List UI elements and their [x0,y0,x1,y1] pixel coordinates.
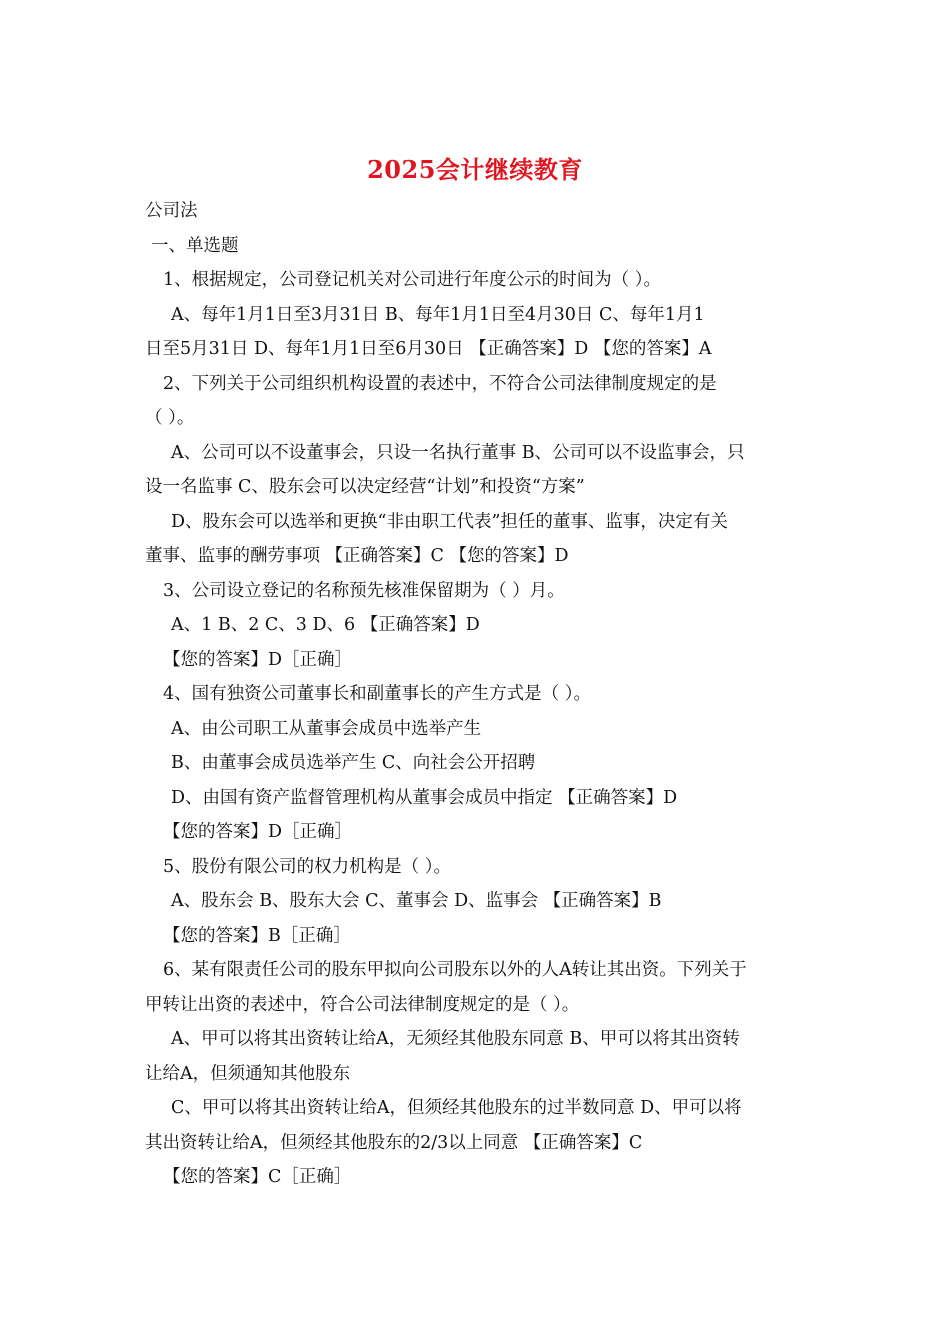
question-1-options-cont: 日至5月31日 D、每年1月1日至6月30日 【正确答案】D 【您的答案】A [145,339,712,359]
question-3: 3、公司设立登记的名称预先核准保留期为（ ）月。 [163,580,565,601]
question-4-your-answer: 【您的答案】D［正确］ [163,822,353,842]
question-4: 4、国有独资公司董事长和副董事长的产生方式是（ ）。 [163,684,591,704]
document-body [145,194,805,1195]
question-1: 1、根据规定，公司登记机关对公司进行年度公示的时间为（ ）。 [163,270,661,290]
question-1-options: A、每年1月1日至3月31日 B、每年1月1日至4月30日 C、每年1月1 [171,304,705,325]
section-heading: 公司法 [145,201,198,221]
question-6-options-ab-cont: 让给A，但须通知其他股东 [145,1063,351,1084]
question-5-options: A、股东会 B、股东大会 C、董事会 D、监事会 【正确答案】B [171,891,662,911]
part-heading: 一、单选题 [151,235,239,256]
page-title: 2025会计继续教育 [367,155,583,184]
question-2-option-d-cont: 董事、监事的酬劳事项 【正确答案】C 【您的答案】D [145,546,569,566]
question-2: 2、下列关于公司组织机构设置的表述中，不符合公司法律制度规定的是 [163,373,717,394]
question-4-options-bc: B、由董事会成员选举产生 C、向社会公开招聘 [171,753,536,773]
question-6-options-ab: A、甲可以将其出资转让给A，无须经其他股东同意 B、甲可以将其出资转 [171,1029,740,1049]
question-4-option-a: A、由公司职工从董事会成员中选举产生 [171,718,482,739]
question-5: 5、股份有限公司的权力机构是（ ）。 [163,856,451,877]
question-3-your-answer: 【您的答案】D［正确］ [163,649,353,670]
question-2-option-d: D、股东会可以选举和更换“非由职工代表”担任的董事、监事，决定有关 [171,511,728,532]
question-6-cont: 甲转让出资的表述中，符合公司法律制度规定的是（ ）。 [145,994,580,1015]
question-2-cont: （ ）。 [145,408,195,428]
question-6-options-cd: C、甲可以将其出资转让给A，但须经其他股东的过半数同意 D、甲可以将 [171,1098,742,1118]
question-4-option-d: D、由国有资产监督管理机构从董事会成员中指定 【正确答案】D [171,787,678,808]
question-6: 6、某有限责任公司的股东甲拟向公司股东以外的人A转让其出资。下列关于 [163,960,747,980]
question-2-options-cont: 设一名监事 C、股东会可以决定经营“计划”和投资“方案” [145,477,585,497]
question-6-your-answer: 【您的答案】C［正确］ [163,1167,352,1187]
question-2-options: A、公司可以不设董事会，只设一名执行董事 B、公司可以不设监事会，只 [171,442,745,463]
question-3-options: A、1 B、2 C、3 D、6 【正确答案】D [171,615,480,635]
question-5-your-answer: 【您的答案】B［正确］ [163,925,351,946]
question-6-options-cd-cont: 其出资转让给A，但须经其他股东的2/3以上同意 【正确答案】C [145,1132,643,1153]
